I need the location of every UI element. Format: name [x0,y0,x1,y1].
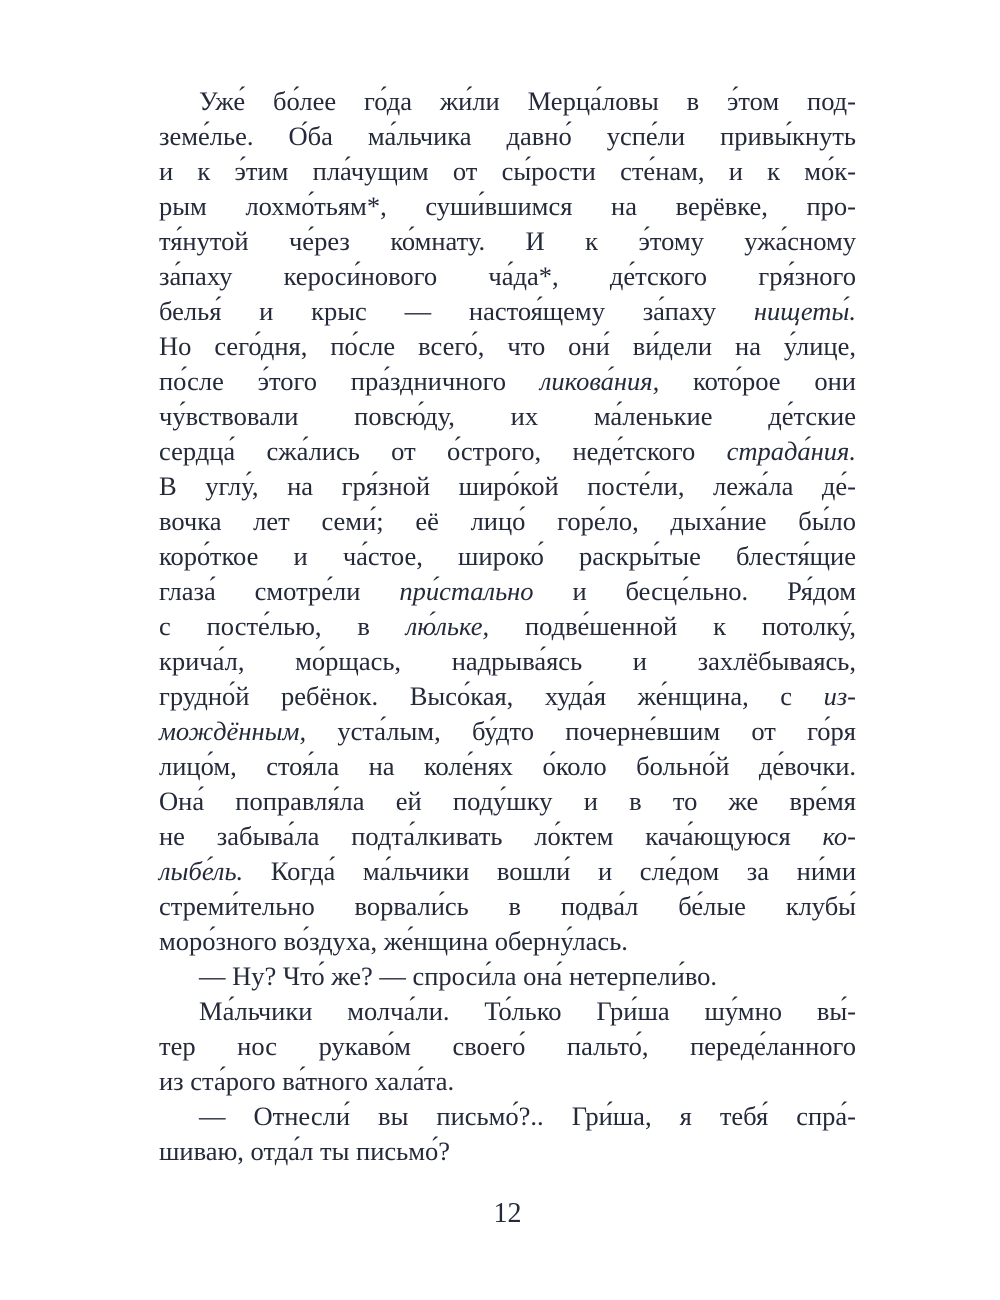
paragraph [159,959,856,994]
text-line [159,1064,856,1099]
body-text: и бесце́льно. Ря́дом [533,576,856,606]
emphasis-text: ко- [822,821,856,851]
text-line [159,1134,856,1169]
text-line [159,434,856,469]
body-text: крича́л, мо́рщась, надрыва́ясь и захлёбываясь, [159,646,856,676]
body-text: кото́рое они [659,366,856,396]
text-line [159,994,856,1029]
body-text: Когда́ ма́льчики вошли́ и сле́дом за ни́ми [243,856,856,886]
body-text: Уже́ бо́лее го́да жи́ли Мерца́ловы в э́том под- [199,86,856,116]
text-line [159,819,856,854]
emphasis-text: из- [823,681,856,711]
body-text: по́сле э́того пра́здничного [159,366,540,396]
body-text: не забыва́ла подта́лкивать ло́ктем кача́ющуюся [159,821,823,851]
body-text: чу́вствовали повсю́ду, их ма́ленькие де́тские [159,401,856,431]
text-line [159,154,856,189]
emphasis-text: лыбе́ль. [159,856,244,886]
text-block [159,84,856,1169]
text-line [159,539,856,574]
text-line [159,329,856,364]
text-line [159,119,856,154]
text-line [159,784,856,819]
body-text: Но сего́дня, по́сле всего́, что они́ ви́дели на у́лице, [159,331,856,361]
text-line [159,504,856,539]
text-line [159,469,856,504]
body-text: земе́лье. О́ба ма́льчика давно́ успе́ли привы́кнуть [159,121,856,151]
text-line [159,889,856,924]
text-line [159,364,856,399]
text-line [159,854,856,889]
body-text: с посте́лью, в [159,611,406,641]
text-line [159,959,856,994]
body-text: моро́зного во́здуха, же́нщина оберну́лась. [159,926,628,956]
text-line [159,189,856,224]
text-line [159,749,856,784]
text-line [159,644,856,679]
text-line [159,714,856,749]
body-text: за́паху кероси́нового ча́да*, де́тского гря́зного [159,261,856,291]
text-line [159,294,856,329]
text-line [159,609,856,644]
emphasis-text: мождённым, [159,716,307,746]
body-text: Ма́льчики молча́ли. То́лько Гри́ша шу́мно вы́- [199,996,856,1026]
body-text: из ста́рого ва́тного хала́та. [159,1066,455,1096]
body-text: шиваю, отда́л ты письмо́? [159,1136,451,1166]
body-text: рым лохмо́тьям*, суши́вшимся на верёвке, про- [159,191,856,221]
text-line [159,1099,856,1134]
emphasis-text: ликова́ния, [539,366,660,396]
body-text: — Отнесли́ вы письмо́?.. Гри́ша, я тебя́ спра́- [199,1101,856,1131]
body-text: лицо́м, стоя́ла на коле́нях о́коло больно́й де́вочки. [159,751,856,781]
paragraph [159,994,856,1099]
body-text: В углу́, на гря́зной широ́кой посте́ли, лежа́ла де́- [159,471,856,501]
text-line [159,574,856,609]
text-line [159,679,856,714]
emphasis-text: нищеты́. [753,296,856,326]
paragraph [159,1099,856,1169]
body-text: тя́нутой че́рез ко́мнату. И к э́тому ужа́сному [159,226,856,256]
emphasis-text: лю́льке, [405,611,490,641]
body-text: тер нос рукаво́м своего́ пальто́, переде́ланного [159,1031,856,1061]
body-text: вочка лет семи́; её лицо́ горе́ло, дыха́ние бы́ло [159,506,856,536]
paragraph [159,84,856,959]
text-line [159,1029,856,1064]
page-number: 12 [493,1198,522,1229]
body-text: уста́лым, бу́дто почерне́вшим от го́ря [306,716,856,746]
body-text: стреми́тельно ворвали́сь в подва́л бе́лые клубы́ [159,891,856,921]
body-text: — Ну? Что́ же? — спроси́ла она́ нетерпели́во. [199,961,718,991]
text-line [159,259,856,294]
body-text: коро́ткое и ча́стое, широко́ раскры́тые блестя́щие [159,541,856,571]
body-text: глаза́ смотре́ли [159,576,400,606]
text-line [159,399,856,434]
text-line [159,224,856,259]
body-text: подве́шенной к потолку́, [489,611,856,641]
body-text: и к э́тим пла́чущим от сы́рости сте́нам, и к мо́к- [159,156,856,186]
body-text: сердца́ сжа́лись от о́строго, неде́тского [159,436,727,466]
emphasis-text: при́стально [399,576,534,606]
body-text: белья́ и крыс — настоя́щему за́паху [159,296,754,326]
body-text: грудно́й ребёнок. Высо́кая, худа́я же́нщина, с [159,681,824,711]
text-line [159,84,856,119]
emphasis-text: страда́ния. [726,436,856,466]
body-text: Она́ поправля́ла ей поду́шку и в то же вре́мя [159,786,856,816]
text-line [159,924,856,959]
